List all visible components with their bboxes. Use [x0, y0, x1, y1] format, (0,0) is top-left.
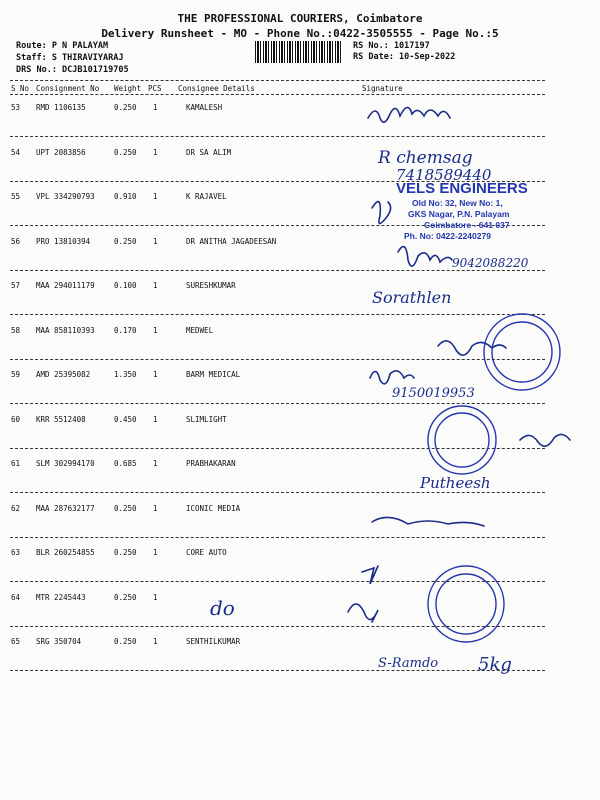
row-sno: 58 — [11, 326, 21, 335]
signature-row59 — [370, 371, 414, 384]
row-pcs: 1 — [153, 148, 158, 157]
row57-signature-name: Sorathlen — [372, 288, 452, 307]
col-consignment: Consignment No — [36, 84, 100, 93]
row-consignee: DR ANITHA JAGADEESAN — [186, 237, 277, 246]
barcode — [255, 41, 343, 63]
row-pcs: 1 — [153, 637, 158, 646]
row-pcs: 1 — [153, 504, 158, 513]
row-weight: 0.250 — [114, 237, 137, 246]
row-divider — [10, 448, 545, 449]
row-sno: 61 — [11, 459, 21, 468]
signature-row60 — [520, 434, 570, 446]
row-divider — [10, 626, 545, 627]
col-signature: Signature — [362, 84, 403, 93]
row-consignment-no: SRG 350704 — [36, 637, 82, 646]
row-sno: 60 — [11, 415, 21, 424]
row-consignment-no: AMD 25395082 — [36, 370, 91, 379]
row-weight: 1.350 — [114, 370, 137, 379]
company-title: THE PROFESSIONAL COURIERS, Coimbatore — [177, 12, 423, 25]
row-divider — [10, 537, 545, 538]
row-consignee: BARM MEDICAL — [186, 370, 241, 379]
row-weight: 0.170 — [114, 326, 137, 335]
row-sno: 64 — [11, 593, 21, 602]
row-consignee: KAMALESH — [186, 103, 223, 112]
stamp-line4: Coimbatore - 641 037 — [424, 220, 510, 230]
signature-row56 — [398, 247, 452, 267]
row-consignment-no: PRO 13810394 — [36, 237, 91, 246]
row-consignment-no: VPL 334290793 — [36, 192, 95, 201]
row-divider — [10, 314, 545, 315]
row-consignee: PRABHAKARAN — [186, 459, 236, 468]
row56-signature-phone: 9042088220 — [452, 256, 529, 270]
row-consignment-no: BLR 260254855 — [36, 548, 95, 557]
rs-number: RS No.: 1017197 — [353, 41, 430, 51]
row-consignment-no: UPT 2083856 — [36, 148, 86, 157]
row64-ditto-mark: do — [210, 596, 235, 620]
row-pcs: 1 — [153, 192, 158, 201]
row-sno: 57 — [11, 281, 21, 290]
stamp-line1: VELS ENGINEERS — [396, 180, 528, 197]
row-consignment-no: SLM 302994170 — [36, 459, 95, 468]
row-pcs: 1 — [153, 415, 158, 424]
row-pcs: 1 — [153, 237, 158, 246]
row-divider — [10, 581, 545, 582]
signature-row58 — [438, 341, 506, 355]
row54-signature-phone: 7418589440 — [396, 166, 492, 184]
row-weight: 0.910 — [114, 192, 137, 201]
row-consignee: DR SA ALIM — [186, 148, 232, 157]
row-sno: 55 — [11, 192, 21, 201]
row-sno: 54 — [11, 148, 21, 157]
col-weight: Weight — [114, 84, 142, 93]
route-label: Route: P N PALAYAM — [16, 41, 109, 51]
header-rule-bottom — [10, 94, 545, 95]
row-pcs: 1 — [153, 548, 158, 557]
header-rule-top — [10, 80, 545, 81]
signature-row62 — [372, 517, 484, 526]
row-consignment-no: MAA 287632177 — [36, 504, 95, 513]
row-weight: 0.685 — [114, 459, 137, 468]
row-pcs: 1 — [153, 459, 158, 468]
row65-signature-extra: 5kg — [478, 654, 512, 675]
staff-label: Staff: S THIRAVIYARAJ — [16, 53, 124, 63]
rs-date: RS Date: 10-Sep-2022 — [353, 52, 456, 62]
row-consignment-no: RMD 1106135 — [36, 103, 86, 112]
row-consignee: SENTHILKUMAR — [186, 637, 241, 646]
row-weight: 0.250 — [114, 593, 137, 602]
row-consignee: SURESHKUMAR — [186, 281, 236, 290]
row-divider — [10, 136, 545, 137]
signature-row64 — [348, 604, 378, 622]
row-weight: 0.450 — [114, 415, 137, 424]
row59-signature-phone: 9150019953 — [392, 386, 475, 401]
row-weight: 0.250 — [114, 103, 137, 112]
row-pcs: 1 — [153, 593, 158, 602]
row-consignee: MEDWEL — [186, 326, 214, 335]
row-pcs: 1 — [153, 370, 158, 379]
row-pcs: 1 — [153, 103, 158, 112]
row65-signature-name: S-Ramdo — [378, 656, 439, 671]
runsheet-title: Delivery Runsheet - MO - Phone No.:0422-3505555 - Page No.:5 — [101, 27, 499, 40]
stamp-line5: Ph. No: 0422-2240279 — [404, 231, 491, 241]
row-consignee: CORE AUTO — [186, 548, 227, 557]
row-sno: 56 — [11, 237, 21, 246]
col-sno: S No — [11, 84, 30, 93]
stamp-line2: Old No: 32, New No: 1, — [412, 198, 503, 208]
row-consignee: ICONIC MEDIA — [186, 504, 241, 513]
drs-number: DRS No.: DCJB101719705 — [16, 65, 129, 75]
seal-slimlight — [428, 406, 496, 474]
row-consignment-no: MAA 858110393 — [36, 326, 95, 335]
row61-signature-name: Putheesh — [420, 474, 491, 492]
row-sno: 53 — [11, 103, 21, 112]
row-weight: 0.250 — [114, 548, 137, 557]
row-consignee: K RAJAVEL — [186, 192, 227, 201]
row-sno: 63 — [11, 548, 21, 557]
row-divider — [10, 670, 545, 671]
row-pcs: 1 — [153, 281, 158, 290]
row-consignment-no: MTR 2245443 — [36, 593, 86, 602]
row54-signature-name: R chemsag — [378, 148, 473, 168]
row-weight: 0.100 — [114, 281, 137, 290]
row-pcs: 1 — [153, 326, 158, 335]
col-consignee: Consignee Details — [178, 84, 255, 93]
row-consignment-no: MAA 294011179 — [36, 281, 95, 290]
row-sno: 65 — [11, 637, 21, 646]
row-divider — [10, 359, 545, 360]
row-consignee: SLIMLIGHT — [186, 415, 227, 424]
row-sno: 62 — [11, 504, 21, 513]
seal-core-auto — [428, 566, 504, 642]
row-weight: 0.250 — [114, 148, 137, 157]
row-divider — [10, 492, 545, 493]
row-weight: 0.250 — [114, 504, 137, 513]
row-divider — [10, 403, 545, 404]
row-weight: 0.250 — [114, 637, 137, 646]
signature-row55 — [372, 202, 391, 224]
stamp-line3: GKS Nagar, P.N. Palayam — [408, 209, 510, 219]
signature-row53 — [368, 107, 450, 122]
seal-medwel — [484, 314, 560, 390]
row-divider — [10, 270, 545, 271]
row-consignment-no: KRR 5512408 — [36, 415, 86, 424]
col-pcs: PCS — [148, 84, 162, 93]
row-sno: 59 — [11, 370, 21, 379]
